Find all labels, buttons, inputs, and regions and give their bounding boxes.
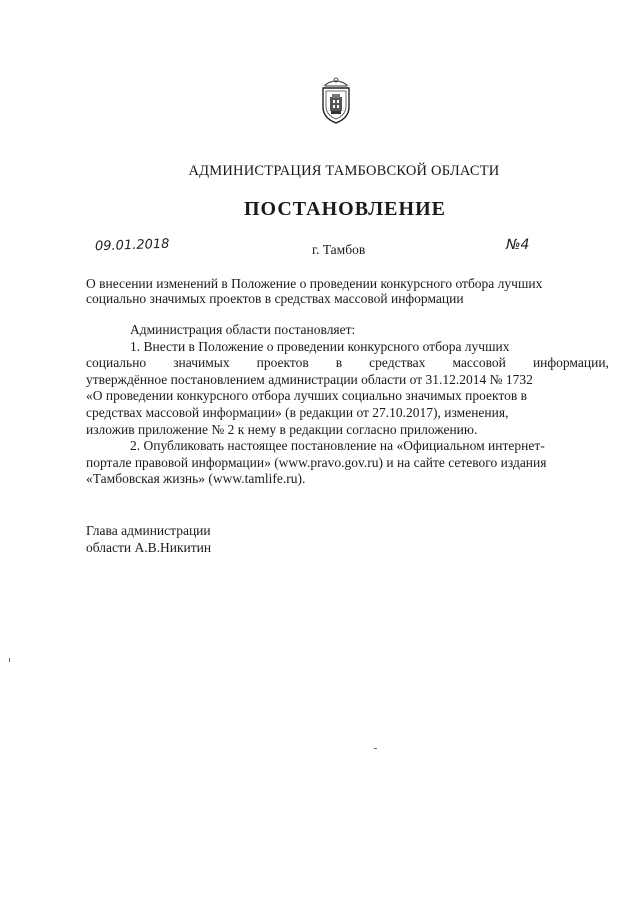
- item-1-line: утверждённое постановлением администрации области от 31.12.2014 № 1732: [86, 371, 533, 387]
- word: в: [335, 355, 343, 371]
- item-2-line: «Тамбовская жизнь» (www.tamlife.ru).: [86, 471, 306, 487]
- item-1-line-justified: [86, 355, 609, 372]
- word: социально: [86, 355, 147, 371]
- word: проектов: [256, 355, 309, 371]
- item-2-line: 2. Опубликовать настоящее постановление на «Официальном интернет-: [130, 438, 545, 454]
- subject-line: О внесении изменений в Положение о проведении конкурсного отбора лучших: [86, 276, 543, 291]
- subject-line: социально значимых проектов в средствах массовой информации: [86, 291, 464, 306]
- city: г. Тамбов: [312, 242, 366, 257]
- item-1-line: 1. Внести в Положение о проведении конкурсного отбора лучших: [130, 338, 510, 354]
- document-body: [86, 322, 609, 488]
- word: значимых: [173, 355, 230, 371]
- item-2-line: портале правовой информации» (www.pravo.gov.ru) и на сайте сетевого издания: [86, 454, 547, 470]
- word: информации,: [532, 355, 609, 371]
- item-1-line: «О проведении конкурсного отбора лучших социально значимых проектов в: [86, 388, 528, 404]
- agency-title: АДМИНИСТРАЦИЯ ТАМБОВСКОЙ ОБЛАСТИ: [188, 163, 500, 179]
- handwritten-number: №4: [506, 237, 530, 253]
- item-1-line: средствах массовой информации» (в редакции от 27.10.2017), изменения,: [86, 404, 509, 420]
- word: средствах: [369, 355, 426, 371]
- word: массовой: [452, 355, 506, 371]
- signature-line: Глава администрации: [86, 523, 211, 538]
- signature-line: области А.В.Никитин: [86, 539, 212, 555]
- scan-mark: [374, 748, 377, 749]
- handwritten-date: 09.01.2018: [94, 236, 170, 255]
- item-1-line: изложив приложение № 2 к нему в редакции согласно приложению.: [86, 421, 478, 437]
- scan-mark: [9, 658, 10, 662]
- coat-of-arms-icon: [319, 75, 353, 125]
- preamble: Администрация области постановляет:: [130, 322, 356, 337]
- signature-block: [86, 523, 211, 556]
- document-type: ПОСТАНОВЛЕНИЕ: [244, 198, 446, 220]
- document-subject: [86, 276, 616, 306]
